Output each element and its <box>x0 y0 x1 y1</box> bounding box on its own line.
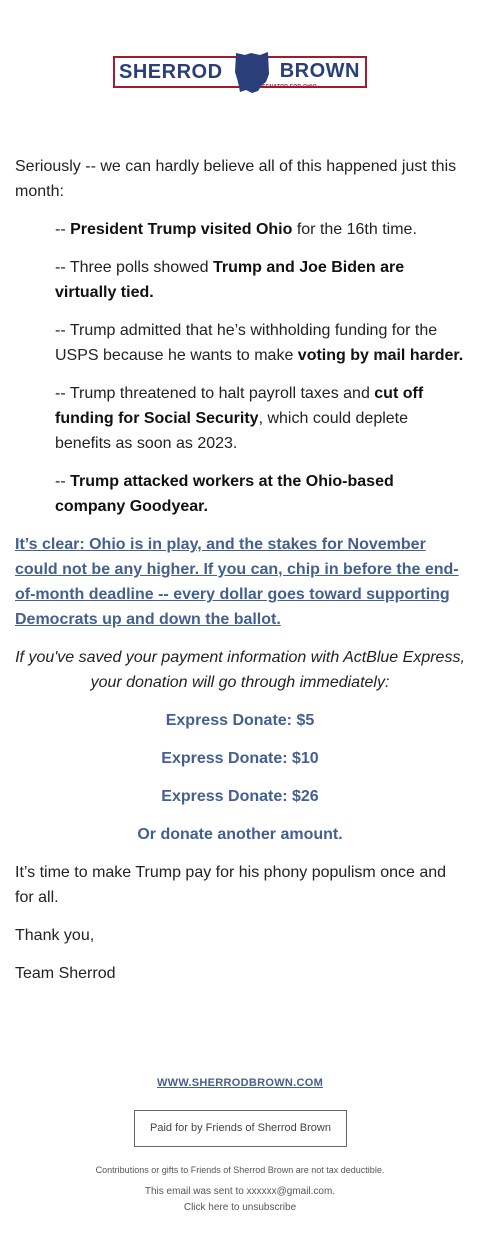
logo-text-sherrod: SHERROD <box>119 61 223 83</box>
news-list <box>15 217 465 519</box>
logo-subtitle: SENATOR FOR OHIO <box>262 84 317 90</box>
express-donate-5-link[interactable]: Express Donate: $5 <box>165 712 315 729</box>
list-item: -- President Trump visited Ohio for the 16th time. <box>55 221 417 238</box>
tax-disclaimer: Contributions or gifts to Friends of Sherrod Brown are not tax deductible. <box>95 1165 385 1175</box>
cta-paragraph <box>15 532 465 632</box>
campaign-logo <box>0 52 480 98</box>
closing-paragraph: It’s time to make Trump pay for his phony populism once and for all. <box>15 864 447 906</box>
list-item: -- Trump admitted that he’s withholding funding for the USPS because he wants to make voting by mail harder. <box>55 322 464 364</box>
unsubscribe-link[interactable]: Click here to unsubscribe <box>183 1202 297 1213</box>
ohio-state-icon <box>232 52 272 94</box>
list-item: -- Trump attacked workers at the Ohio-based company Goodyear. <box>55 473 394 515</box>
thanks-line: Thank you, <box>15 927 95 944</box>
paid-for-disclaimer-box: Paid for by Friends of Sherrod Brown <box>134 1110 347 1147</box>
cta-donate-link[interactable]: It’s clear: Ohio is in play, and the stakes for November could not be any higher. If you can, chip in before the end-of-month deadline -- every dollar goes toward supporting Democrats up and down the ballot. <box>15 536 459 628</box>
express-donate-26-link[interactable]: Express Donate: $26 <box>161 788 319 805</box>
logo-text-brown: BROWN <box>279 60 360 82</box>
express-donate-10-link[interactable]: Express Donate: $10 <box>161 750 319 767</box>
signature: Team Sherrod <box>15 965 116 982</box>
list-item: -- Trump threatened to halt payroll taxes and cut off funding for Social Security, which could deplete benefits as soon as 2023. <box>55 385 424 452</box>
donate-other-amount-link[interactable]: Or donate another amount. <box>137 826 343 843</box>
email-body <box>15 154 465 999</box>
website-link[interactable]: WWW.SHERRODBROWN.COM <box>156 1077 324 1089</box>
intro-paragraph: Seriously -- we can hardly believe all of this happened just this month: <box>15 158 457 200</box>
actblue-note: If you've saved your payment information with ActBlue Express, your donation will go through immediately: <box>15 649 465 691</box>
list-item: -- Three polls showed Trump and Joe Biden are virtually tied. <box>55 259 405 301</box>
sent-to-notice: This email was sent to xxxxxx@gmail.com. <box>144 1186 336 1197</box>
